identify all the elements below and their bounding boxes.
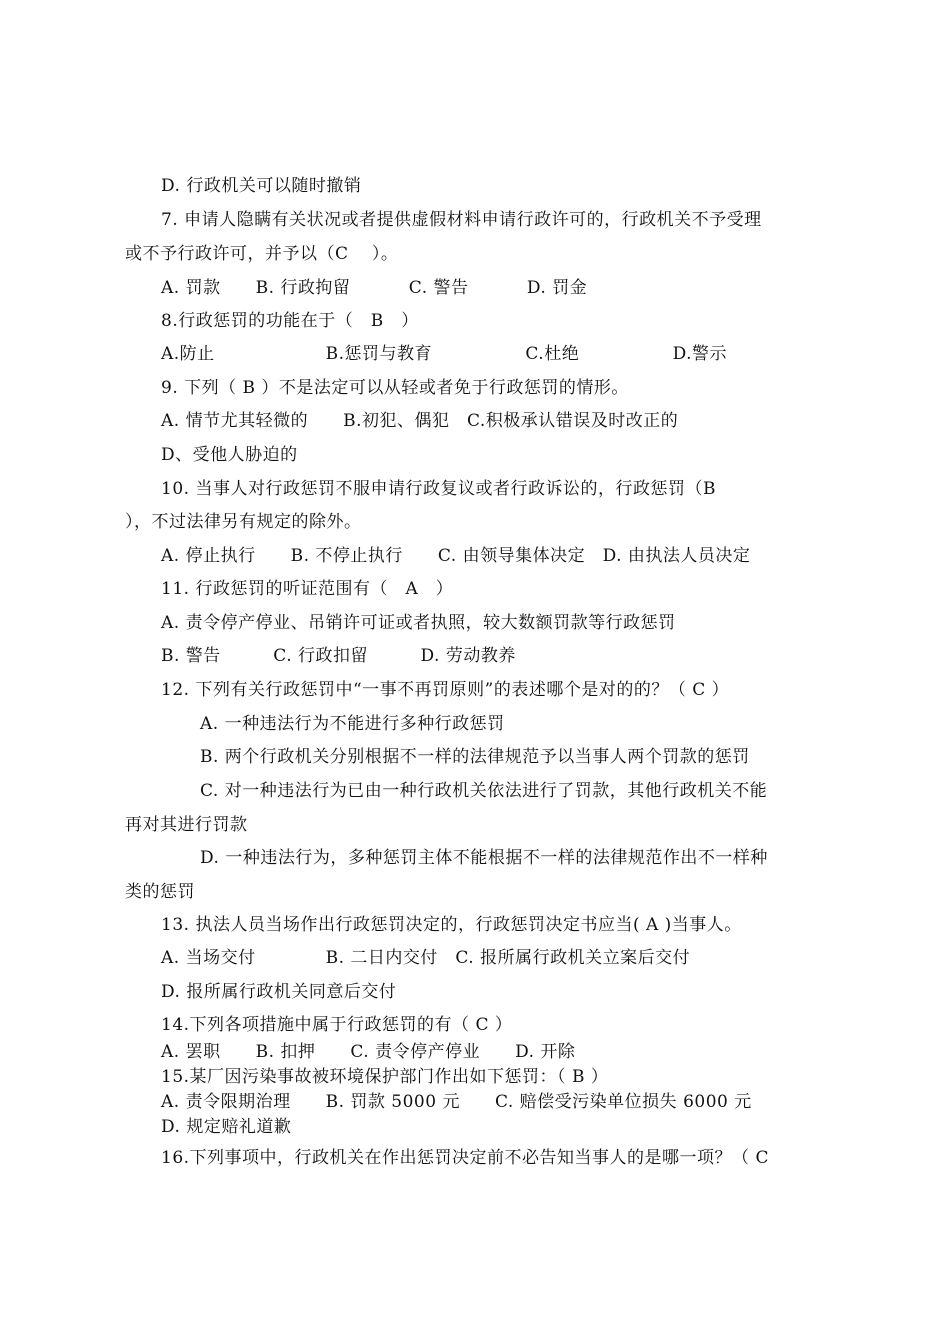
text-line: D. 一种违法行为，多种惩罚主体不能根据不一样的法律规范作出不一样种 [200,848,768,868]
text-line: 9. 下列（ B ）不是法定可以从轻或者免于行政惩罚的情形。 [161,378,629,398]
text-line: 16.下列事项中，行政机关在作出惩罚决定前不必告知当事人的是哪一项？（ C [161,1148,769,1168]
text-line: 11. 行政惩罚的听证范围有（ A ） [161,579,454,599]
text-line: 12. 下列有关行政惩罚中“一事不再罚原则”的表述哪个是对的的？（ C ） [161,680,730,700]
text-line: 13. 执法人员当场作出行政惩罚决定的，行政惩罚决定书应当( A )当事人。 [161,915,742,935]
text-line: A. 一种违法行为不能进行多种行政惩罚 [200,714,505,734]
text-line: 再对其进行罚款 [125,815,248,835]
text-line: B. 警告 C. 行政扣留 D. 劳动教养 [161,646,516,666]
text-line: D. 报所属行政机关同意后交付 [161,982,397,1002]
text-line: ），不过法律另有规定的除外。 [125,512,362,532]
text-line: A. 罚款 B. 行政拘留 C. 警告 D. 罚金 [161,278,588,298]
text-line: 10. 当事人对行政惩罚不服申请行政复议或者行政诉讼的，行政惩罚（B [161,479,716,499]
text-line: D. 规定赔礼道歉 [161,1117,292,1137]
text-line: D、受他人胁迫的 [161,445,298,465]
text-line: 类的惩罚 [125,882,195,902]
text-line: 或不予行政许可，并予以（C ）。 [125,244,399,264]
text-line: A.防止 B.惩罚与教育 C.杜绝 D.警示 [161,344,728,364]
text-line: A. 停止执行 B. 不停止执行 C. 由领导集体决定 D. 由执法人员决定 [161,546,751,566]
text-line: A. 当场交付 B. 二日内交付 C. 报所属行政机关立案后交付 [161,948,691,968]
text-line: B. 两个行政机关分别根据不一样的法律规范予以当事人两个罚款的惩罚 [200,747,750,767]
text-line: A. 责令停产停业、吊销许可证或者执照，较大数额罚款等行政惩罚 [161,613,676,633]
text-line: C. 对一种违法行为已由一种行政机关依法进行了罚款，其他行政机关不能 [200,781,768,801]
text-line: A. 情节尤其轻微的 B.初犯、偶犯 C.积极承认错误及时改正的 [161,411,679,431]
text-line: A. 责令限期治理 B. 罚款 5000 元 C. 赔偿受污染单位损失 6000 元 [161,1092,752,1112]
text-line: 14.下列各项措施中属于行政惩罚的有（ C ） [161,1015,513,1035]
text-line: D. 行政机关可以随时撤销 [161,176,362,196]
text-line: 7. 申请人隐瞒有关状况或者提供虚假材料申请行政许可的，行政机关不予受理 [161,210,762,230]
text-line: A. 罢职 B. 扣押 C. 责令停产停业 D. 开除 [161,1042,576,1062]
text-line: 8.行政惩罚的功能在于（ B ） [161,311,419,331]
text-line: 15.某厂因污染事故被环境保护部门作出如下惩罚：（ B ） [161,1067,609,1087]
